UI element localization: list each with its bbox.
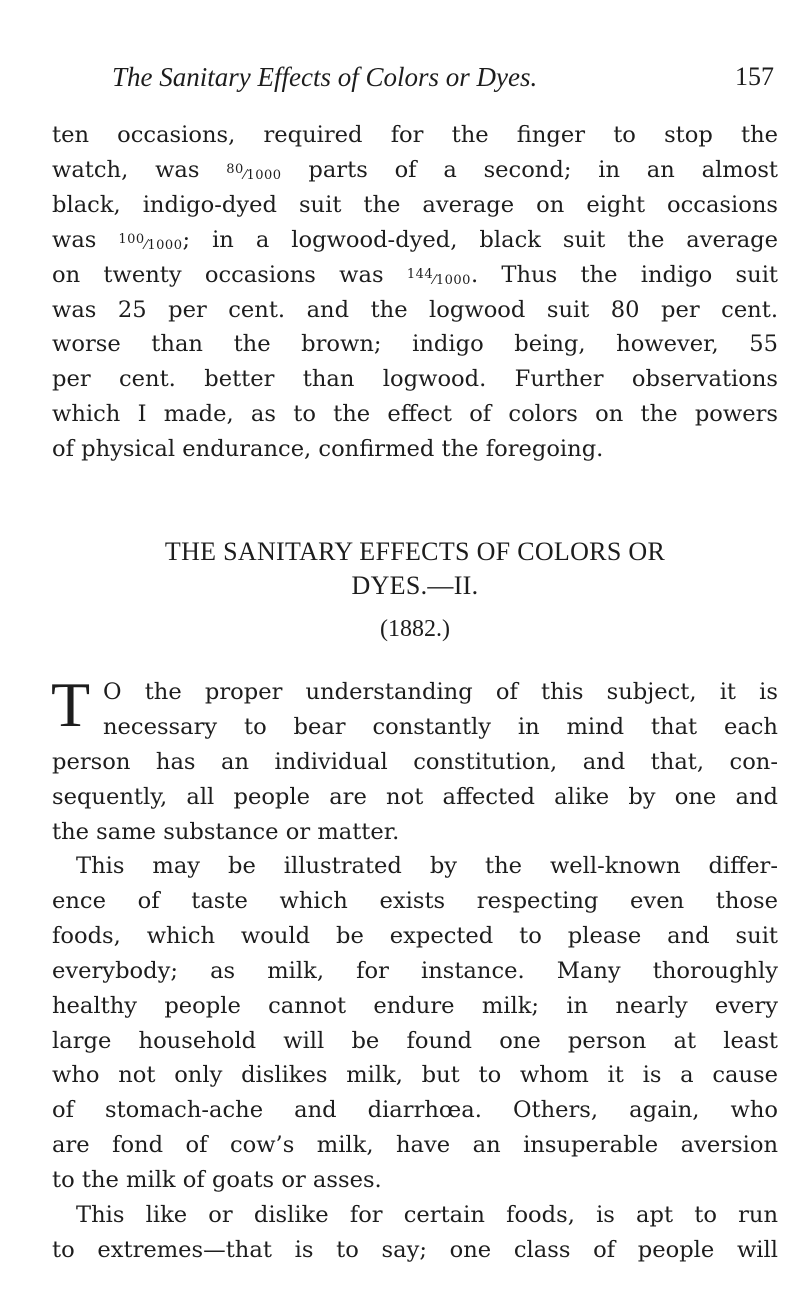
- text-line: [52, 153, 778, 188]
- fraction-numerator: 80: [226, 161, 244, 177]
- running-head: [112, 62, 774, 96]
- section-heading-line: THE SANITARY EFFECTS OF COLORS OR: [164, 537, 666, 566]
- fraction-denominator: 1000: [435, 272, 471, 288]
- text-line: to the milk of goats or asses.: [52, 1167, 382, 1194]
- section-year: (1882.): [380, 616, 450, 642]
- text-fragment: on twenty occasions was: [52, 261, 384, 288]
- fraction: $^{80}$⁄1000: [226, 161, 282, 183]
- fraction: $^{144}$⁄1000: [406, 266, 471, 288]
- text-line: [52, 223, 778, 258]
- text-line: worse than the brown; indigo being, however, 55: [52, 331, 778, 358]
- text-line: [52, 258, 778, 293]
- text-line: to extremes—that is to say; one class of people will: [52, 1236, 778, 1263]
- opening-paragraph: [52, 118, 778, 467]
- section-heading: [52, 535, 778, 603]
- text-line: which I made, as to the effect of colors on the powers: [52, 401, 778, 428]
- running-title: The Sanitary Effects of Colors or Dyes.: [112, 62, 538, 92]
- text-fragment: watch, was: [52, 156, 200, 183]
- drop-cap: T: [51, 669, 91, 740]
- text-line: of stomach-ache and diarrhœa. Others, again, who: [52, 1097, 778, 1124]
- text-line: per cent. better than logwood. Further observations: [52, 366, 778, 393]
- section-heading-line: DYES.—II.: [351, 571, 479, 600]
- text-fragment: was: [52, 226, 97, 253]
- text-line: O the proper understanding of this subject, it is: [103, 679, 778, 705]
- fraction-denominator: 1000: [246, 167, 282, 183]
- text-line: of physical endurance, confirmed the foregoing.: [52, 436, 604, 463]
- text-line: healthy people cannot endure milk; in nearly every: [52, 992, 778, 1019]
- text-line: black, indigo-dyed suit the average on eight occasions: [52, 191, 778, 218]
- fraction-numerator: 144: [406, 266, 434, 282]
- fraction: $^{100}$⁄1000: [118, 231, 183, 253]
- text-line: necessary to bear constantly in mind that each: [103, 713, 778, 740]
- text-line: person has an individual constitution, and that, con-: [52, 748, 778, 775]
- text-line: the same substance or matter.: [52, 818, 400, 845]
- text-line: are fond of cow’s milk, have an insuperable aversion: [52, 1132, 778, 1159]
- text-fragment: ; in a logwood-dyed, black suit the average: [182, 226, 778, 253]
- text-fragment: parts of a second; in an almost: [308, 156, 778, 183]
- section-third-paragraph: [52, 1198, 778, 1268]
- text-line: ten occasions, required for the finger to stop the: [52, 122, 778, 148]
- fraction-denominator: 1000: [147, 237, 183, 253]
- text-line: This like or dislike for certain foods, is apt to run: [76, 1202, 778, 1228]
- text-fragment: . Thus the indigo suit: [470, 261, 778, 288]
- text-line: large household will be found one person at least: [52, 1027, 778, 1054]
- fraction-numerator: 100: [118, 231, 145, 247]
- text-line: foods, which would be expected to please and suit: [52, 922, 778, 949]
- text-line: was 25 per cent. and the logwood suit 80 per cent.: [52, 296, 778, 323]
- text-line: who not only dislikes milk, but to whom it is a cause: [52, 1062, 778, 1089]
- text-line: ence of taste which exists respecting even those: [52, 887, 778, 914]
- section-first-paragraph: [51, 669, 778, 850]
- text-line: This may be illustrated by the well-known differ-: [76, 853, 778, 879]
- page-number: 157: [735, 62, 774, 91]
- text-line: everybody; as milk, for instance. Many thoroughly: [52, 957, 778, 984]
- text-line: sequently, all people are not affected alike by one and: [52, 783, 778, 810]
- section-second-paragraph: [52, 849, 778, 1198]
